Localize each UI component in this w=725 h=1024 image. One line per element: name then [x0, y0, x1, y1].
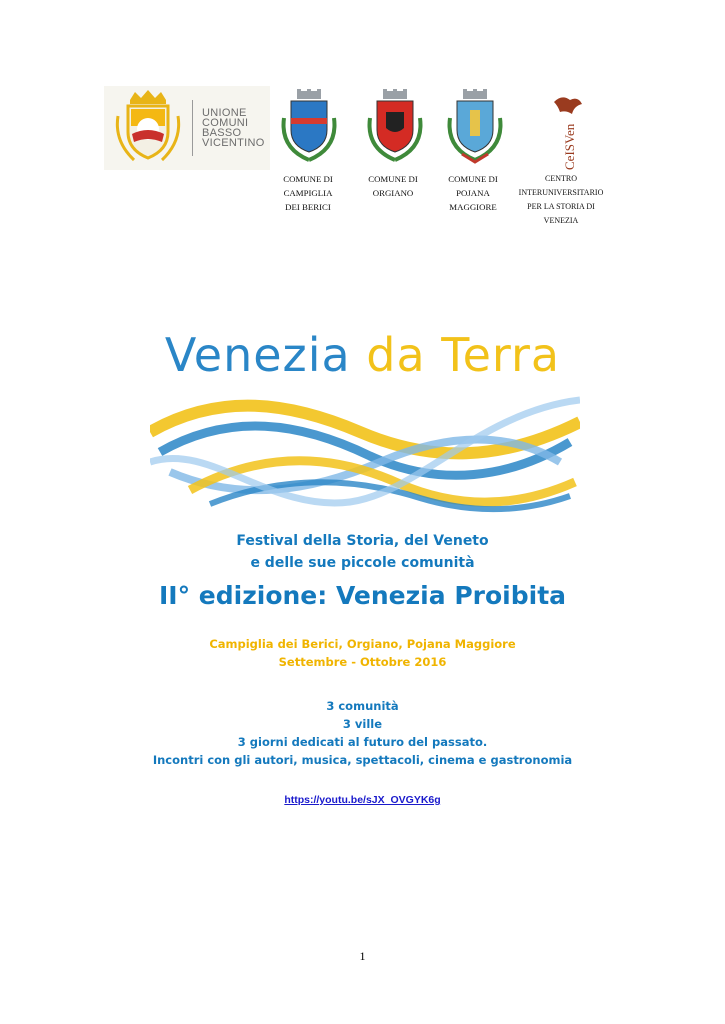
venezia-da-terra-logo-title: Venezia da Terra: [164, 328, 561, 382]
page-number: 1: [359, 949, 366, 963]
caption-pojana: COMUNE DI POJANA MAGGIORE: [448, 174, 498, 212]
highlights-list: [0, 697, 725, 769]
edition-title: II° edizione: Venezia Proibita: [158, 581, 567, 610]
campiglia-coat-of-arms-icon: [272, 88, 346, 170]
pojana-coat-of-arms-icon: [438, 88, 512, 170]
places-and-dates: Campiglia dei Berici, Orgiano, Pojana Maggiore Settembre - Ottobre 2016: [209, 637, 516, 669]
caption-orgiano: COMUNE DI ORGIANO: [368, 174, 418, 198]
unione-logo-text: UNIONE COMUNI BASSO VICENTINO: [202, 107, 265, 149]
highlight-item: Incontri con gli autori, musica, spettacoli, cinema e gastronomia: [152, 753, 573, 767]
highlight-item: 3 ville: [342, 717, 383, 731]
caption-campiglia: COMUNE DI CAMPIGLIA DEI BERICI: [283, 174, 333, 212]
caption-cisven: CENTRO INTERUNIVERSITARIO PER LA STORIA DI VENEZIA: [518, 174, 604, 225]
orgiano-coat-of-arms-icon: [358, 88, 432, 170]
highlight-item: 3 comunità: [326, 699, 399, 713]
cisven-logo-icon: [548, 92, 588, 172]
highlight-item: 3 giorni dedicati al futuro del passato.: [237, 735, 488, 749]
cisven-logo-text: CeISVen: [562, 123, 577, 170]
youtube-link[interactable]: https://youtu.be/sJX_OVGYK6g: [284, 794, 441, 806]
logo-divider: [192, 100, 193, 156]
unione-emblem-icon: [104, 86, 192, 170]
festival-subtitle: Festival della Storia, del Veneto e delle sue piccole comunità: [236, 533, 489, 571]
waves-logo-icon: [150, 392, 580, 520]
unione-comuni-logo: [104, 86, 270, 170]
